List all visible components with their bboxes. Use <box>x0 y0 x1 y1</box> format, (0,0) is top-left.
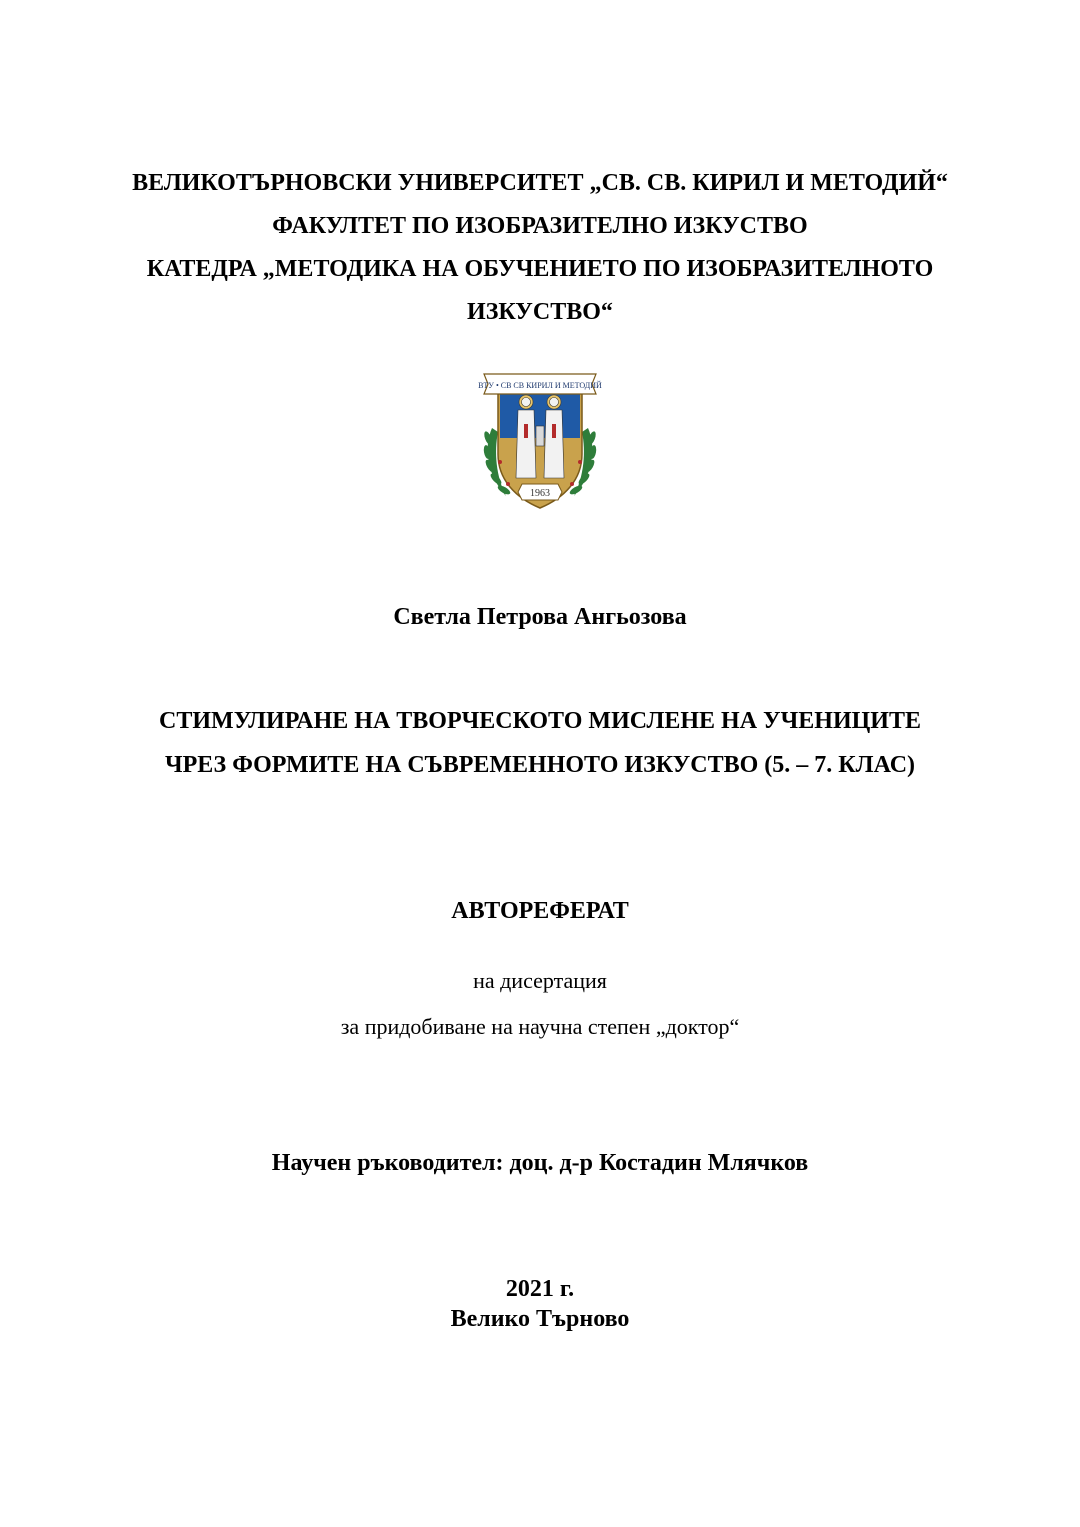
subtitle-line2: за придобиване на научна степен „доктор“ <box>340 1014 740 1039</box>
supervisor: Научен ръководител: доц. д-р Костадин Млячков <box>271 1150 809 1176</box>
university-name: ВЕЛИКОТЪРНОВСКИ УНИВЕРСИТЕТ „СВ. СВ. КИРИЛ И МЕТОДИЙ“ <box>132 170 948 196</box>
author-name: Светла Петрова Ангьозова <box>393 604 687 630</box>
faculty-name: ФАКУЛТЕТ ПО ИЗОБРАЗИТЕЛНО ИЗКУСТВО <box>272 213 808 239</box>
thesis-title-line1: СТИМУЛИРАНЕ НА ТВОРЧЕСКОТО МИСЛЕНЕ НА УЧЕНИЦИТЕ <box>159 708 921 734</box>
publication-city: Велико Търново <box>450 1306 630 1332</box>
university-crest-logo <box>478 366 602 516</box>
department-name-line1: КАТЕДРА „МЕТОДИКА НА ОБУЧЕНИЕТО ПО ИЗОБРАЗИТЕЛНОТО <box>146 256 934 282</box>
department-name-line2: ИЗКУСТВО“ <box>467 299 613 325</box>
svg-text:1963: 1963 <box>530 488 550 499</box>
svg-text:ВТУ • СВ СВ КИРИЛ И МЕТОДИЙ: ВТУ • СВ СВ КИРИЛ И МЕТОДИЙ <box>478 381 602 390</box>
document-type: АВТОРЕФЕРАТ <box>451 898 629 924</box>
subtitle-line1: на дисертация <box>473 968 607 993</box>
thesis-title-line2: ЧРЕЗ ФОРМИТЕ НА СЪВРЕМЕННОТО ИЗКУСТВО (5. – 7. КЛАС) <box>164 752 916 778</box>
publication-year: 2021 г. <box>505 1276 575 1302</box>
